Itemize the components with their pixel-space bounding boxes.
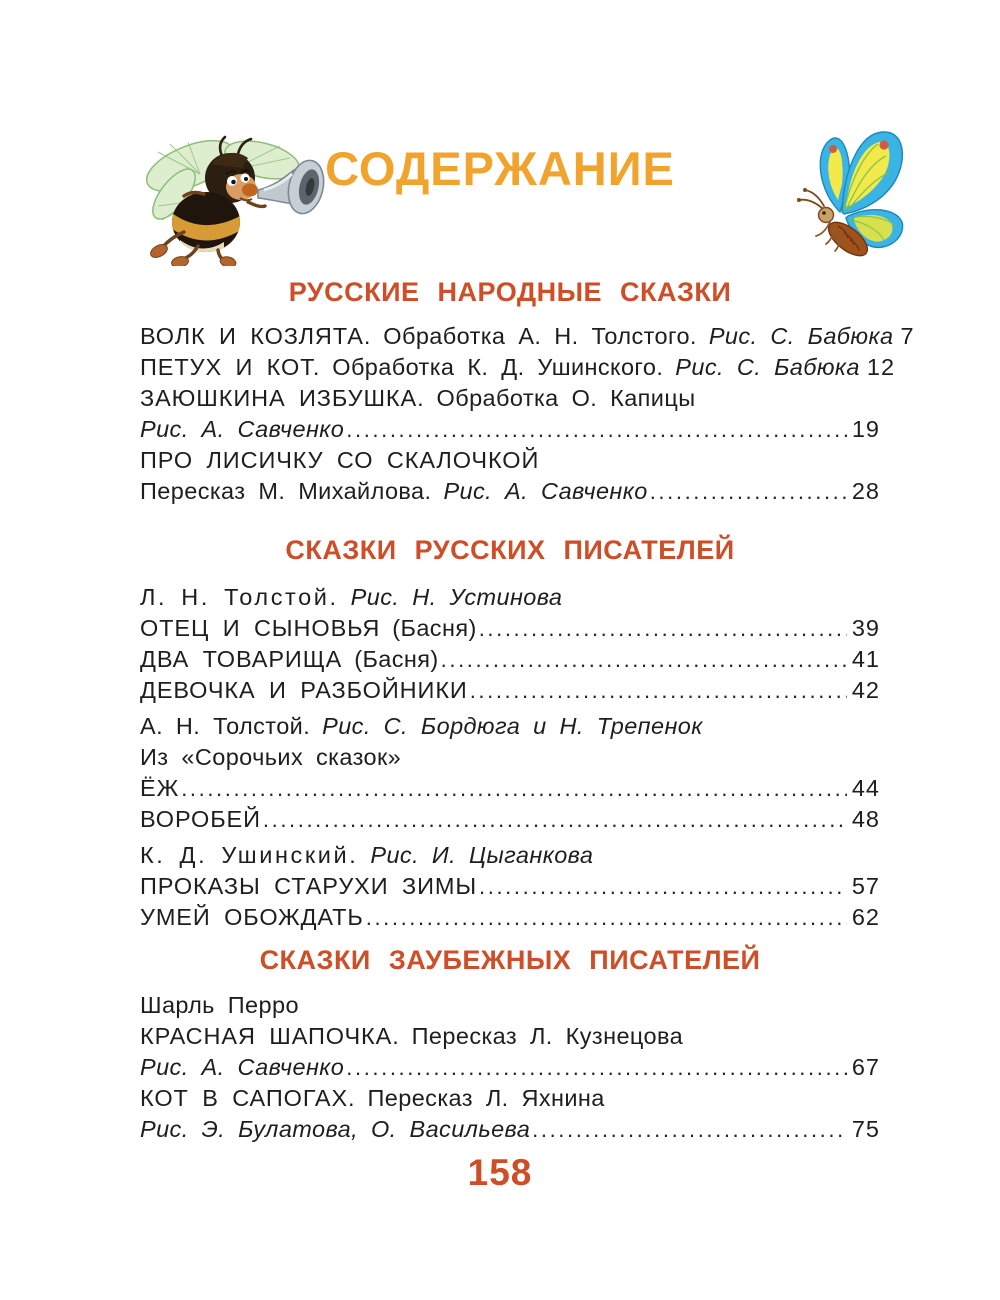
entry-text: [140, 742, 401, 773]
entry-text: [140, 476, 648, 507]
table-of-contents: [140, 268, 915, 1145]
dot-leader: [346, 1052, 847, 1083]
toc-entry: [140, 990, 880, 1021]
dot-leader: [441, 644, 847, 675]
toc-section: [140, 277, 915, 507]
entry-text: [140, 352, 860, 383]
entry-text-segment: ДЕВОЧКА И РАЗБОЙНИКИ: [140, 677, 468, 703]
entry-text: [140, 582, 562, 613]
toc-entry: [140, 773, 880, 804]
section-heading: СКАЗКИ ЗАУБЕЖНЫХ ПИСАТЕЛЕЙ: [259, 945, 761, 975]
toc-entry: [140, 644, 880, 675]
page-number: 41: [851, 646, 880, 672]
entry-text-segment: ВОРОБЕЙ: [140, 806, 261, 832]
entry-text-segment: Рис. С. Бабюка: [675, 354, 860, 380]
dot-leader: [366, 902, 847, 933]
entry-text-segment: Обработка К. Д. Ушинского.: [332, 354, 664, 380]
page-number: 75: [851, 1116, 880, 1142]
entry-text: [140, 990, 299, 1021]
dot-leader: [181, 773, 847, 804]
toc-section: [140, 535, 880, 933]
page-number: 28: [851, 478, 880, 504]
toc-entry: [140, 1052, 880, 1083]
dot-leader: [470, 675, 847, 706]
entry-text-segment: ЗАЮШКИНА ИЗБУШКА.: [140, 385, 425, 411]
toc-entry: [140, 321, 915, 352]
entry-text-segment: ПРО ЛИСИЧКУ СО СКАЛОЧКОЙ: [140, 447, 540, 473]
toc-entry: [140, 613, 880, 644]
entry-text-segment: (Басня): [392, 615, 477, 641]
entry-text: [140, 1114, 530, 1145]
entry-text: [140, 644, 439, 675]
toc-entry: [140, 871, 880, 902]
entry-text: [140, 675, 468, 706]
toc-entry: [140, 582, 880, 613]
entry-text-segment: КОТ В САПОГАХ.: [140, 1085, 356, 1111]
section-heading: РУССКИЕ НАРОДНЫЕ СКАЗКИ: [288, 277, 732, 307]
entry-text-segment: ЁЖ: [140, 775, 180, 801]
page-number: 62: [851, 904, 880, 930]
dot-leader: [650, 476, 847, 507]
page-number: 7: [900, 323, 915, 349]
entry-text: [140, 902, 364, 933]
toc-entry: [140, 476, 880, 507]
entry-text: [140, 1021, 683, 1052]
entry-text: [140, 383, 695, 414]
entry-text-segment: А. Н. Толстой.: [140, 713, 311, 739]
entry-text: [140, 871, 477, 902]
dot-leader: [479, 613, 847, 644]
page-number: 12: [866, 354, 896, 380]
entry-text: [140, 414, 344, 445]
section-heading: СКАЗКИ РУССКИХ ПИСАТЕЛЕЙ: [285, 535, 735, 565]
entry-text-segment: ПРОКАЗЫ СТАРУХИ ЗИМЫ: [140, 873, 478, 899]
entry-text-segment: Рис. Н. Устинова: [350, 584, 563, 610]
toc-entry: [140, 902, 880, 933]
page-number: 39: [851, 615, 880, 641]
toc-entry: [140, 840, 880, 871]
entry-text: [140, 445, 539, 476]
entry-text-segment: К. Д. Ушинский.: [140, 842, 359, 868]
toc-entry: [140, 352, 896, 383]
entry-text-segment: Пересказ Л. Кузнецова: [411, 1023, 684, 1049]
entry-text-segment: Пересказ Л. Яхнина: [367, 1085, 605, 1111]
toc-entry: [140, 1114, 880, 1145]
entry-text-segment: Рис. И. Цыганкова: [370, 842, 594, 868]
toc-section: [140, 945, 880, 1145]
entry-text: [140, 1083, 605, 1114]
entry-text-segment: Пересказ М. Михайлова.: [140, 478, 432, 504]
entry-text: [140, 321, 893, 352]
entry-text-segment: Из «Сорочьих сказок»: [140, 744, 402, 770]
entry-text-segment: УМЕЙ ОБОЖДАТЬ: [140, 904, 364, 930]
entry-text: [140, 711, 703, 742]
entry-text-segment: ОТЕЦ И СЫНОВЬЯ: [140, 615, 381, 641]
contents-title: СОДЕРЖАНИЕ: [325, 142, 675, 195]
entry-text-segment: ВОЛК И КОЗЛЯТА.: [140, 323, 372, 349]
page-number: 67: [851, 1054, 880, 1080]
toc-entry: [140, 383, 880, 414]
butterfly-illustration: [786, 118, 922, 276]
toc-entry: [140, 414, 880, 445]
entry-text-segment: Обработка А. Н. Толстого.: [383, 323, 697, 349]
entry-text-segment: ДВА ТОВАРИЩА: [140, 646, 343, 672]
entry-text-segment: Рис. С. Бордюга и Н. Трепенок: [322, 713, 703, 739]
toc-entry: [140, 1021, 880, 1052]
page-number: 44: [851, 775, 880, 801]
dot-leader: [479, 871, 847, 902]
page-number: 42: [851, 677, 880, 703]
entry-text-segment: Рис. А. Савченко: [443, 478, 648, 504]
entry-text-segment: Рис. А. Савченко: [140, 416, 345, 442]
entry-text-segment: (Басня): [354, 646, 439, 672]
entry-text: [140, 613, 477, 644]
entry-text: [140, 804, 261, 835]
toc-entry: [140, 711, 880, 742]
page-number: 48: [851, 806, 880, 832]
folio-page-number: 158: [467, 1152, 533, 1193]
entry-text: [140, 1052, 344, 1083]
entry-text-segment: Обработка О. Капицы: [436, 385, 696, 411]
entry-text-segment: ПЕТУХ И КОТ.: [140, 354, 321, 380]
page-number: 19: [851, 416, 880, 442]
entry-text-segment: Рис. С. Бабюка: [708, 323, 894, 349]
toc-entry: [140, 1083, 880, 1114]
dot-leader: [346, 414, 847, 445]
toc-entry: [140, 445, 880, 476]
dot-leader: [263, 804, 847, 835]
entry-text: [140, 773, 179, 804]
entry-text: [140, 840, 593, 871]
toc-entry: [140, 804, 880, 835]
entry-text-segment: КРАСНАЯ ШАПОЧКА.: [140, 1023, 400, 1049]
entry-text-segment: Рис. А. Савченко: [140, 1054, 345, 1080]
dot-leader: [532, 1114, 847, 1145]
entry-text-segment: Л. Н. Толстой.: [140, 584, 339, 610]
entry-text-segment: Рис. Э. Булатова, О. Васильева: [140, 1116, 531, 1142]
toc-entry: [140, 742, 880, 773]
page-number: 57: [851, 873, 880, 899]
toc-entry: [140, 675, 880, 706]
entry-text-segment: Шарль Перро: [140, 992, 299, 1018]
